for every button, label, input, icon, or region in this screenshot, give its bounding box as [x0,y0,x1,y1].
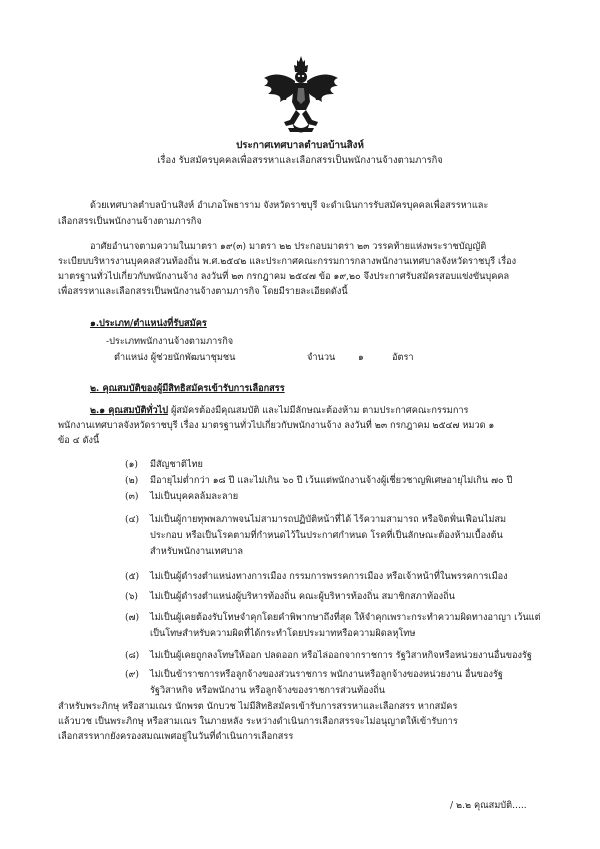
list-item: ไม่เป็นผู้ดำรงตำแหน่งผู้บริหารท้องถิ่น คณะผู้บริหารท้องถิ่น สมาชิกสภาท้องถิ่น [150,591,455,602]
garuda-emblem-icon [262,56,340,136]
subsection-line: พนักงานเทศบาลจังหวัดราชบุรี เรื่อง มาตรฐานทั่วไปเกี่ยวกับพนักงานจ้าง ลงวันที่ ๒๓ กรกฎาคม ๒๕๔๗ หมวด ๑ [58,420,495,431]
intro-line: ด้วยเทศบาลตำบลบ้านสิงห์ อำเภอโพธาราม จังหวัดราชบุรี จะดำเนินการรับสมัครบุคคลเพื่อสรรหาและ [90,200,489,211]
list-item: ไม่เป็นผู้ดำรงตำแหน่งทางการเมือง กรรมการพรรคการเมือง หรือเจ้าหน้าที่ในพรรคการเมือง [150,571,508,582]
list-item-continuation: ประกอบ หรือเป็นโรคตามที่กำหนดไว้ในประกาศกำหนด โรคที่เป็นลักษณะต้องห้ามเบื้องต้น [150,530,503,541]
subsection-text: ผู้สมัครต้องมีคุณสมบัติ และไม่มีลักษณะต้องห้าม ตามประกาศคณะกรรมการ [168,405,469,416]
monk-note-line: แล้วบวช เป็นพระภิกษุ หรือสามเณร ในภายหลัง ระหว่างดำเนินการเลือกสรรจะไม่อนุญาตให้เข้ารับการ [58,716,458,727]
list-item-continuation: สำหรับพนักงานเทศบาล [150,546,244,557]
subsection-line: ข้อ ๔ ดังนี้ [58,435,100,446]
list-item-number: (๙) [125,669,139,680]
list-item-number: (๓) [125,491,139,502]
list-item: ไม่เป็นผู้กายทุพพลภาพจนไม่สามารถปฏิบัติหน้าที่ได้ ไร้ความสามารถ หรือจิตฟั่นเฟือนไม่สม [150,514,507,525]
legal-basis-line: เพื่อสรรหาและเลือกสรรเป็นพนักงานจ้างตามภารกิจ โดยมีรายละเอียดดังนี้ [58,286,348,297]
count-label: จำนวน [307,352,336,363]
monk-note-line: เลือกสรรหากยังครองสมณเพศอยู่ในวันที่ดำเนินการเลือกสรร [58,731,294,742]
subsection-line [90,405,469,417]
employment-type: -ประเภทพนักงานจ้างตามภารกิจ [106,336,234,347]
list-item: ไม่เป็นผู้เคยถูกลงโทษให้ออก ปลดออก หรือไล่ออกจากราชการ รัฐวิสาหกิจหรือหน่วยงานอื่นของรัฐ [150,650,532,661]
announcement-subject: เรื่อง รับสมัครบุคคลเพื่อสรรหาและเลือกสรรเป็นพนักงานจ้างตามภารกิจ [157,155,443,166]
count-unit: อัตรา [392,352,414,363]
list-item-number: (๖) [125,591,139,602]
list-item-number: (๒) [125,475,139,486]
list-item: ไม่เป็นข้าราชการหรือลูกจ้างของส่วนราชการ พนักงานหรือลูกจ้างของหน่วยงาน อื่นของรัฐ [150,669,503,680]
position-count: ๑ [358,352,364,363]
list-item: มีสัญชาติไทย [150,459,203,470]
section-heading: ๒. คุณสมบัติของผู้มีสิทธิสมัครเข้ารับการเลือกสรร [90,383,285,394]
list-item: มีอายุไม่ต่ำกว่า ๑๘ ปี และไม่เกิน ๖๐ ปี เว้นแต่พนักงานจ้างผู้เชี่ยวชาญพิเศษอายุไม่เกิน ๗๐ ปี [150,475,513,486]
subsection-heading: ๒.๑ คุณสมบัติทั่วไป [90,405,169,416]
list-item-continuation: รัฐวิสาหกิจ หรือพนักงาน หรือลูกจ้างของราชการส่วนท้องถิ่น [150,685,386,696]
legal-basis-line: อาศัยอำนาจตามความในมาตรา ๑๙(๓) มาตรา ๒๒ ประกอบมาตรา ๒๓ วรรคท้ายแห่งพระราชบัญญัติ [90,241,487,252]
monk-note-line: สำหรับพระภิกษุ หรือสามเณร นักพรต นักบวช ไม่มีสิทธิสมัครเข้ารับการสรรหาและเลือกสรร หากสมัคร [58,701,458,712]
list-item-number: (๗) [125,612,140,623]
position-name: ตำแหน่ง ผู้ช่วยนักพัฒนาชุมชน [114,352,236,363]
list-item-number: (๘) [125,650,140,661]
list-item-number: (๕) [125,571,140,582]
page-continuation: / ๒.๒ คุณสมบัติ..... [450,800,527,811]
list-item-continuation: เป็นโทษสำหรับความผิดที่ได้กระทำโดยประมาทหรือความผิดลหุโทษ [150,628,416,639]
legal-basis-line: ระเบียบบริหารงานบุคคลส่วนท้องถิ่น พ.ศ.๒๕๔๒ และประกาศคณะกรรมการกลางพนักงานเทศบาลจังหวัดราชบุรี เรื่อง [58,256,517,267]
list-item: ไม่เป็นบุคคลล้มละลาย [150,491,239,502]
list-item-number: (๑) [125,459,139,470]
list-item-number: (๔) [125,514,140,525]
list-item: ไม่เป็นผู้เคยต้องรับโทษจำคุกโดยคำพิพากษาถึงที่สุด ให้จำคุกเพราะกระทำความผิดทางอาญา เว้นแต่ [150,612,541,623]
legal-basis-line: มาตรฐานทั่วไปเกี่ยวกับพนักงานจ้าง ลงวันที่ ๒๓ กรกฎาคม ๒๕๔๗ ข้อ ๑๙,๒๐ จึงประกาศรับสมัครสอบแข่งขันบุคคล [58,271,510,282]
section-heading: ๑.ประเภท/ตำแหน่งที่รับสมัคร [90,318,207,329]
intro-line: เลือกสรรเป็นพนักงานจ้างตามภารกิจ [58,216,202,227]
page-title: ประกาศเทศบาลตำบลบ้านสิงห์ [236,140,364,151]
